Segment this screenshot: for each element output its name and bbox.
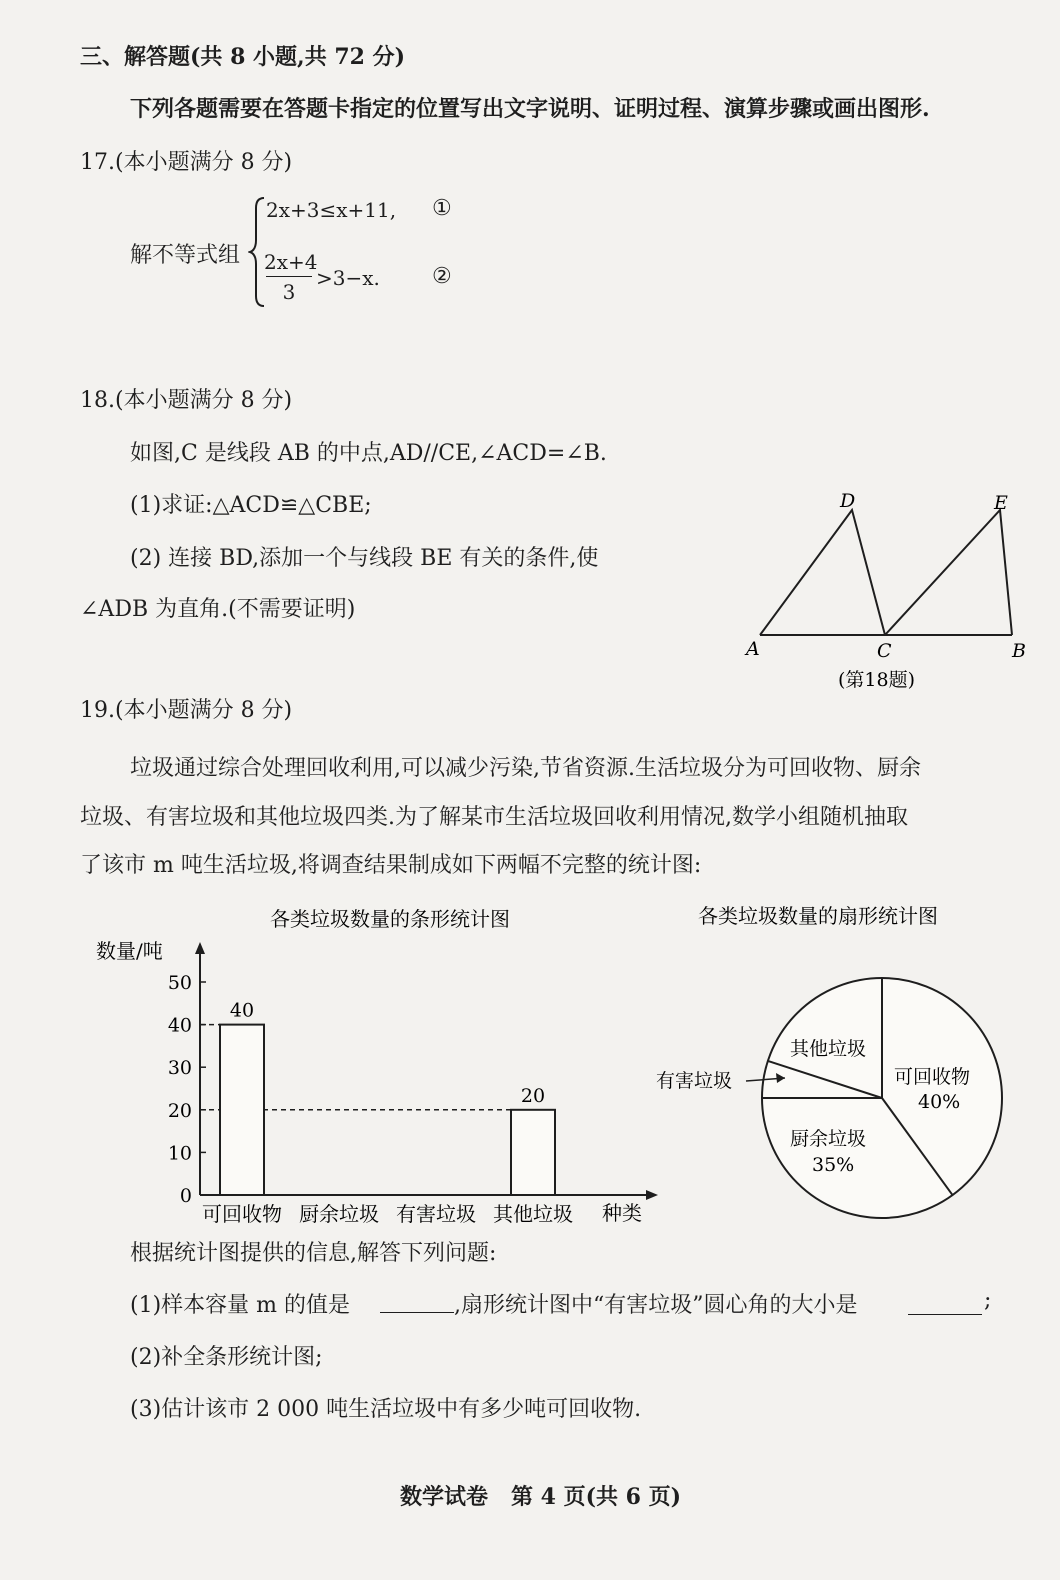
q19-q1-end: ; — [984, 1288, 992, 1313]
q17-header: 17.(本小题满分 8 分) — [80, 150, 293, 175]
pie-label-recyclable: 可回收物 — [894, 1066, 971, 1088]
y-tick-label: 30 — [167, 1057, 192, 1080]
pie-percent-recyclable: 40% — [918, 1091, 961, 1113]
q17-prompt: 解不等式组 — [130, 243, 241, 268]
y-tick-label: 20 — [167, 1099, 192, 1122]
q18-part1: (1)求证:△ACD≌△CBE; — [130, 493, 372, 518]
pie-chart — [650, 895, 1030, 1225]
y-axis-arrow — [195, 942, 205, 954]
q19-para-3: 了该市 m 吨生活垃圾,将调查结果制成如下两幅不完整的统计图: — [80, 853, 702, 878]
q18-part2-line2: ∠ADB 为直角.(不需要证明) — [80, 597, 356, 622]
bar-chart — [90, 900, 670, 1235]
bar-chart-title: 各类垃圾数量的条形统计图 — [270, 907, 510, 931]
inequality-2-rest: >3−x. — [316, 266, 380, 290]
y-tick-label: 0 — [179, 1185, 192, 1207]
triangle-acd — [760, 510, 885, 635]
section-title: 三、解答题(共 8 小题,共 72 分) — [80, 44, 406, 70]
figure-caption: (第18题) — [838, 669, 916, 691]
pie-label-hazardous: 有害垃圾 — [656, 1070, 733, 1092]
label-a: A — [746, 638, 760, 660]
x-tick-label: 厨余垃圾 — [299, 1202, 379, 1226]
inequality-2-mark: ② — [432, 264, 452, 289]
inequality-2-denominator: 3 — [282, 280, 296, 304]
fraction-bar — [266, 276, 312, 277]
q18-stem: 如图,C 是线段 AB 的中点,AD//CE,∠ACD=∠B. — [130, 441, 607, 466]
bar — [220, 1025, 264, 1195]
x-tick-label: 其他垃圾 — [493, 1202, 573, 1226]
pie-chart-title: 各类垃圾数量的扇形统计图 — [698, 904, 938, 928]
label-c: C — [877, 640, 892, 662]
answer-blank-angle[interactable] — [908, 1314, 982, 1315]
bar-data-label: 20 — [520, 1084, 546, 1107]
answer-blank-m[interactable] — [380, 1312, 454, 1313]
inequality-1-mark: ① — [432, 196, 452, 221]
pie-percent-kitchen: 35% — [812, 1154, 855, 1176]
section-instruction: 下列各题需要在答题卡指定的位置写出文字说明、证明过程、演算步骤或画出图形. — [130, 96, 930, 122]
label-d: D — [840, 490, 856, 512]
x-tick-label: 可回收物 — [202, 1202, 282, 1226]
q19-para-1: 垃圾通过综合处理回收利用,可以减少污染,节省资源.生活垃圾分为可回收物、厨余 — [130, 756, 921, 781]
q18-header: 18.(本小题满分 8 分) — [80, 388, 293, 413]
label-e: E — [994, 492, 1008, 514]
q19-q1-part-b: ,扇形统计图中“有害垃圾”圆心角的大小是 — [454, 1293, 858, 1318]
q19-after-charts: 根据统计图提供的信息,解答下列问题: — [130, 1241, 497, 1266]
bar-chart-xlabel: 种类 — [602, 1201, 642, 1225]
inequality-1: 2x+3≤x+11, — [266, 198, 397, 222]
y-tick-label: 40 — [167, 1014, 192, 1037]
label-b: B — [1012, 640, 1026, 662]
q19-q3: (3)估计该市 2 000 吨生活垃圾中有多少吨可回收物. — [130, 1397, 642, 1422]
triangle-cbe — [885, 510, 1012, 635]
bar — [511, 1110, 555, 1195]
y-tick-label: 50 — [167, 972, 192, 994]
q18-figure — [740, 485, 1040, 700]
q18-part2-line1: (2) 连接 BD,添加一个与线段 BE 有关的条件,使 — [130, 546, 599, 571]
q19-header: 19.(本小题满分 8 分) — [80, 698, 293, 723]
pie-label-other: 其他垃圾 — [790, 1038, 867, 1060]
y-tick-label: 10 — [167, 1142, 192, 1165]
pie-label-kitchen: 厨余垃圾 — [790, 1128, 867, 1150]
inequality-2-numerator: 2x+4 — [264, 250, 318, 274]
page-footer: 数学试卷 第 4 页(共 6 页) — [400, 1484, 682, 1510]
q19-q2: (2)补全条形统计图; — [130, 1345, 323, 1370]
bar-data-label: 40 — [229, 999, 255, 1022]
x-tick-label: 有害垃圾 — [396, 1202, 476, 1226]
q19-q1-part-a: (1)样本容量 m 的值是 — [130, 1293, 351, 1318]
q19-para-2: 垃圾、有害垃圾和其他垃圾四类.为了解某市生活垃圾回收利用情况,数学小组随机抽取 — [80, 805, 908, 830]
bar-chart-ylabel: 数量/吨 — [96, 939, 163, 963]
